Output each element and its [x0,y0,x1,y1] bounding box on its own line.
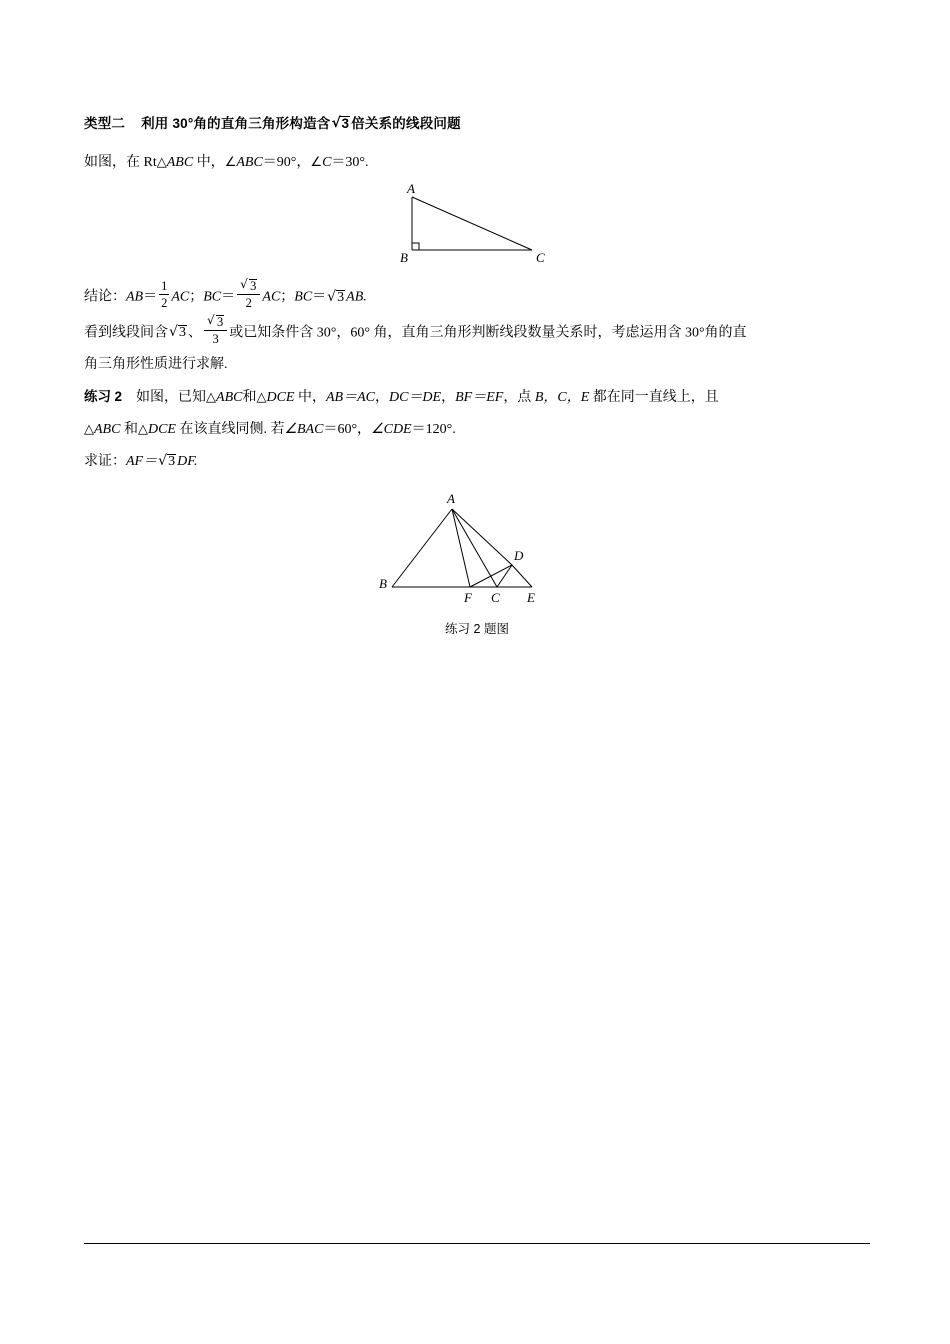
exercise-comma-1: ， [374,390,389,406]
figure-2-label-D: D [514,548,524,564]
fraction-numerator [237,279,260,295]
note-line1-b: 、 [188,325,202,341]
note-line1-a: 看到线段间含 [84,325,168,341]
prove-lhs: AF＝ [126,454,158,470]
fraction-root3-over-2 [237,279,260,310]
radical-3-note-frac [207,315,224,329]
conclusion-item3-rhs: AB. [346,289,367,305]
document-content [84,112,870,637]
figure-2-label-B: B [379,576,387,592]
note-line1-c: 或已知条件含 30°，60° 角，直角三角形判断线段数量关系时，考虑运用含 30°角的直 [229,325,747,341]
intro-part1: 如图，在 Rt [84,155,157,170]
figure-2-label-E: E [527,590,535,606]
conclusion-item1-lhs: AB [126,289,144,305]
note-line2: 角三角形性质进行求解. [84,357,228,373]
conclusion-item2-lhs: BC [203,289,222,305]
exercise-line2-and: 和 [120,422,138,438]
fraction-denominator: 2 [161,296,168,311]
intro-paragraph [84,148,870,178]
radicand-value: 3 [337,289,345,305]
exercise-dce: DCE [266,390,295,406]
exercise-line1-a: 如图，已知 [136,390,207,406]
footer-divider [84,1243,870,1244]
exercise-comma-2: ， [441,390,456,406]
angle-symbol-2: ∠ [310,155,323,170]
conclusion-item1-rhs: AC [171,289,190,305]
triangle-symbol-b: △ [256,390,267,406]
conclusion-paragraph [84,279,870,313]
intro-c: C [322,155,332,170]
conclusion-item2-rhs: AC [262,289,281,305]
figure-2-caption: 练习 2 题图 [445,622,509,637]
prove-rhs: DF. [177,454,198,470]
radicand-value: 3 [217,314,224,329]
note-paragraph-line1 [84,315,870,349]
figure-1-wrapper [84,182,870,277]
figure-1-label-C: C [536,250,545,265]
section-heading-text-before: 利用 30°角的直角三角形构造含 [141,116,331,131]
exercise-line2-d: ＝120°. [411,422,456,438]
fraction-denominator: 3 [212,331,219,346]
intro-eq1: ＝90°， [262,155,311,170]
radical-3-prove [158,447,176,477]
exercise-angle-cde: ∠CDE [371,422,412,438]
radical-3-conclusion [327,283,345,313]
triangle-symbol-d: △ [137,422,148,438]
exercise-line2-dce: DCE [147,422,176,438]
figure-2-label-F: F [464,590,472,606]
radicand-value: 3 [341,116,350,131]
figure-1-label-B: B [400,250,408,265]
exercise-ab-ac: AB＝AC [325,390,375,406]
conclusion-item2-eq: ＝ [221,289,236,305]
radical-3-conclusion-frac [240,279,257,293]
fraction-root3-over-3 [204,315,227,346]
exercise-line2-abc: ABC [94,422,121,438]
section-heading-text-after: 倍关系的线段问题 [351,116,461,131]
prove-label: 求证： [84,454,126,470]
figure-2-label-A: A [447,491,455,507]
section-heading [84,112,870,132]
figure-2-two-triangles [357,487,597,612]
fraction-numerator: 1 [161,279,168,294]
exercise-abc: ABC [216,390,243,406]
exercise-and-1: 和 [242,390,257,406]
exercise-line2-b: 在该直线同侧. 若 [175,422,285,438]
figure-1-right-triangle [377,182,577,272]
radical-3-note [169,318,187,348]
triangle-symbol-a: △ [206,390,217,406]
exercise-label: 练习 [84,389,111,405]
exercise-line2-c: ＝60°， [323,422,372,438]
section-heading-label: 类型二 [84,116,126,131]
radicand-value: 3 [250,279,257,293]
conclusion-item1-eq: ＝ [143,289,158,305]
radical-3-heading [331,116,350,131]
conclusion-separator-1: ； [189,289,204,305]
exercise-comma-3: ，点 [503,390,535,406]
fraction-denominator: 2 [245,296,252,311]
exercise-paragraph-line1 [84,382,870,413]
fraction-numerator [204,315,227,331]
radicand-value: 3 [179,325,186,341]
exercise-angle-bac: ∠BAC [284,422,324,438]
exercise-number: 2 [114,389,123,405]
angle-symbol-1: ∠ [224,155,237,170]
intro-part2: 中， [193,155,225,170]
triangle-symbol-1: △ [156,155,167,170]
conclusion-separator-2: ； [280,289,295,305]
exercise-paragraph-line2 [84,415,870,445]
fraction-one-half [159,279,169,310]
exercise-line1-b: 中， [294,390,326,406]
radicand-value: 3 [168,454,176,470]
figure-1-label-A: A [407,182,415,196]
note-paragraph-line2 [84,350,870,380]
exercise-line1-c: 都在同一直线上，且 [589,390,719,406]
intro-angle-abc: ABC [236,155,263,170]
figure-2-label-C: C [491,590,500,606]
intro-eq2: ＝30°. [331,155,369,170]
conclusion-item3-lhs: BC [294,289,313,305]
triangle-symbol-c: △ [84,422,94,438]
exercise-dc-de: DC＝DE [388,390,442,406]
exercise-points: B，C，E [534,390,590,406]
exercise-bf-ef: BF＝EF [455,390,504,406]
prove-paragraph [84,447,870,477]
figure-2-wrapper [84,487,870,637]
conclusion-item3-eq: ＝ [312,289,327,305]
conclusion-label: 结论： [84,289,126,305]
intro-abc: ABC [166,155,194,170]
